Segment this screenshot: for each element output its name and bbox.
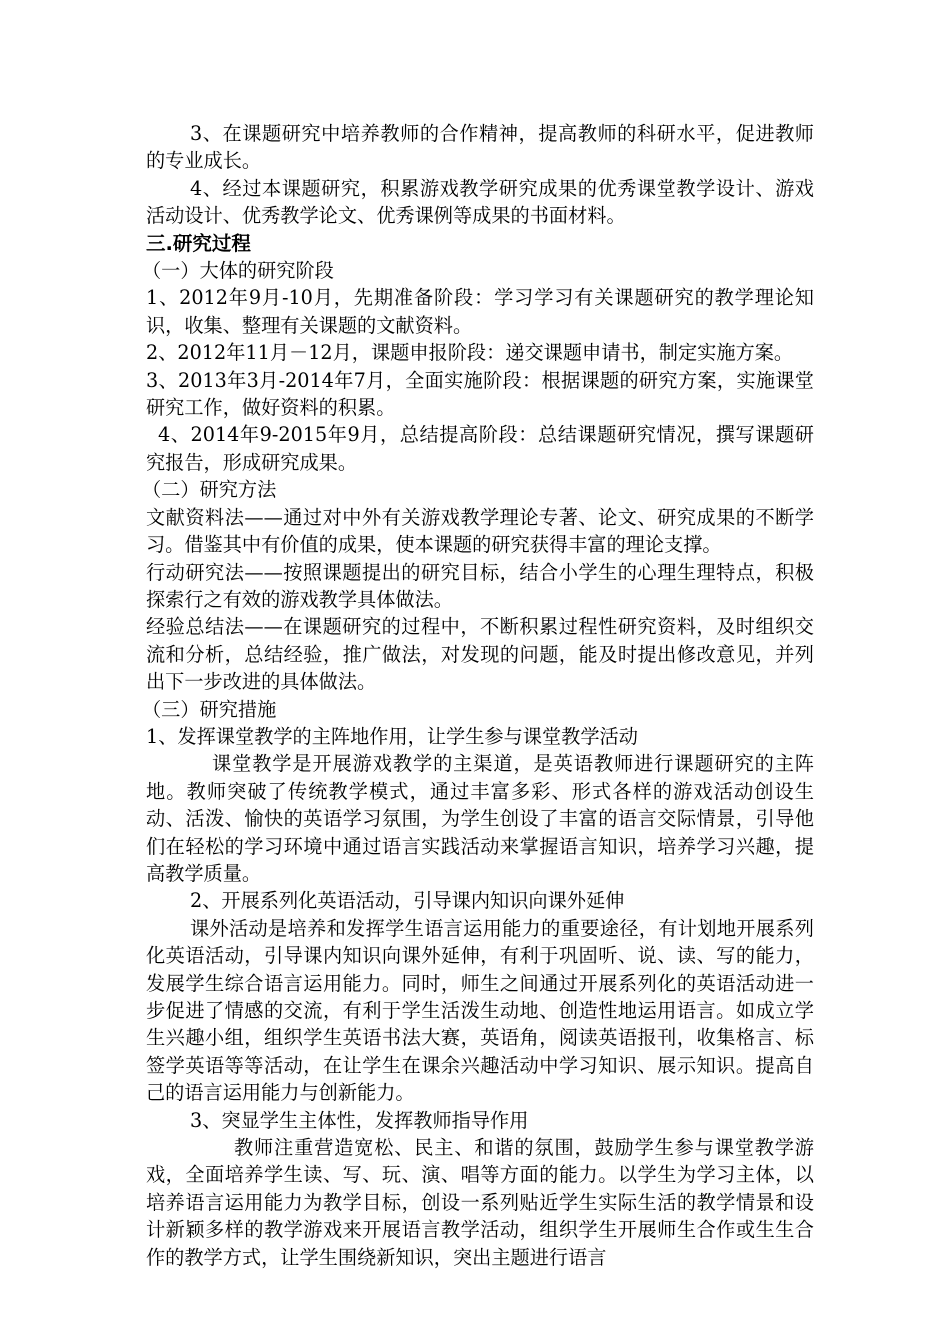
section-heading-research-process: 三.研究过程 <box>146 231 251 255</box>
method-experience-summary: 经验总结法——在课题研究的过程中，不断积累过程性研究资料，及时组织交流和分析，总结经验，推广做法，对发现的问题，能及时提出修改意见，并列出下一步改进的具体做法。 <box>146 615 814 694</box>
paragraph-goal-4: 4、经过本课题研究，积累游戏教学研究成果的优秀课堂教学设计、游戏活动设计、优秀教学论文、优秀课例等成果的书面材料。 <box>146 176 814 228</box>
stage-1: 1、2012年9月-10月，先期准备阶段：学习学习有关课题研究的教学理论知识，收集、整理有关课题的文献资料。 <box>146 286 814 337</box>
measure-3-body: 教师注重营造宽松、民主、和谐的氛围，鼓励学生参与课堂教学游戏，全面培养学生读、写、玩、演、唱等方面的能力。以学生为学习主体，以培养语言运用能力为教学目标，创设一系列贴近学生实际生活的教学情景和设计新颖多样的教学游戏来开展语言教学活动，组织学生开展师生合作或生生合作的教学方式，让学生围绕新知识，突出主题进行语言 <box>146 1136 814 1269</box>
subheading-methods: （二）研究方法 <box>142 478 277 502</box>
subheading-stages: （一）大体的研究阶段 <box>142 259 334 283</box>
method-action-research: 行动研究法——按照课题提出的研究目标，结合小学生的心理生理特点，积极探索行之有效的游戏教学具体做法。 <box>146 560 814 611</box>
stage-3: 3、2013年3月-2014年7月，全面实施阶段：根据课题的研究方案，实施课堂研究工作，做好资料的积累。 <box>146 368 814 420</box>
measure-2-title: 2、开展系列化英语活动，引导课内知识向课外延伸 <box>190 889 625 913</box>
method-literature: 文献资料法——通过对中外有关游戏教学理论专著、论文、研究成果的不断学习。借鉴其中有价值的成果，使本课题的研究获得丰富的理论支撑。 <box>146 505 814 557</box>
measure-1-title: 1、发挥课堂教学的主阵地作用，让学生参与课堂教学活动 <box>146 724 638 748</box>
stage-4: 4、2014年9-2015年9月，总结提高阶段：总结课题研究情况，撰写课题研究报告，形成研究成果。 <box>146 423 814 474</box>
measure-2-body: 课外活动是培养和发挥学生语言运用能力的重要途径，有计划地开展系列化英语活动，引导课内知识向课外延伸，有利于巩固听、说、读、写的能力，发展学生综合语言运用能力。同时，师生之间通过开展系列化的英语活动进一步促进了情感的交流，有利于学生活泼生动地、创造性地运用语言。如成立学生兴趣小组，组织学生英语书法大赛，英语角，阅读英语报刊，收集格言、标签学英语等等活动，在让学生在课余兴趣活动中学习知识、展示知识。提高自己的语言运用能力与创新能力。 <box>146 916 814 1105</box>
document-page <box>142 120 814 1271</box>
stage-2: 2、2012年11月－12月，课题申报阶段：递交课题申请书，制定实施方案。 <box>146 341 794 365</box>
measure-1-body: 课堂教学是开展游戏教学的主渠道，是英语教师进行课题研究的主阵地。教师突破了传统教学模式，通过丰富多彩、形式各样的游戏活动创设生动、活泼、愉快的英语学习氛围，为学生创设了丰富的语言交际情景，引导他们在轻松的学习环境中通过语言实践活动来掌握语言知识，培养学习兴趣，提高教学质量。 <box>146 752 814 885</box>
subheading-measures: （三）研究措施 <box>142 697 277 721</box>
measure-3-title: 3、突显学生主体性，发挥教师指导作用 <box>190 1108 529 1132</box>
paragraph-goal-3: 3、在课题研究中培养教师的合作精神，提高教师的科研水平，促进教师的专业成长。 <box>146 122 814 173</box>
